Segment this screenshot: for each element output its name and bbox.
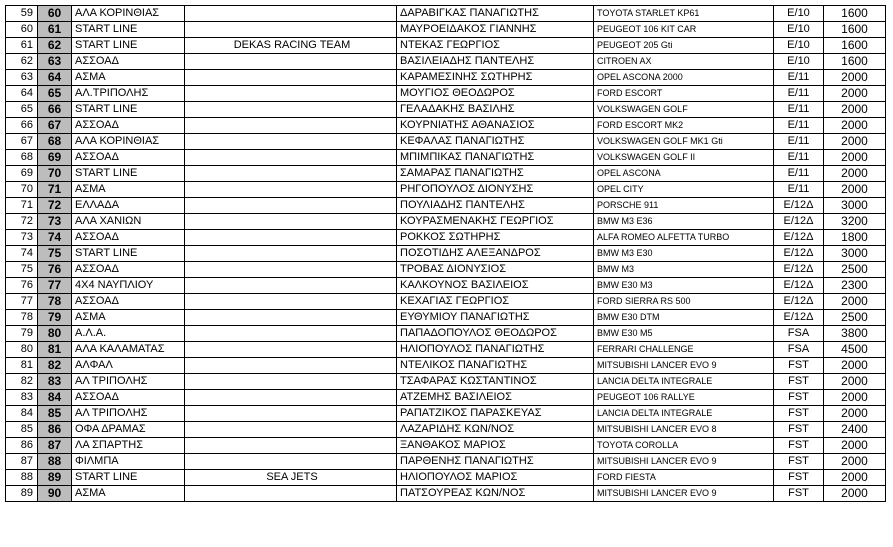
driver-cell: ΡΗΓΟΠΟΥΛΟΣ ΔΙΟΝΥΣΗΣ: [397, 182, 594, 198]
engine-cc-cell: 2000: [824, 118, 886, 134]
club-cell: ΑΣΣΟΑΔ: [72, 230, 185, 246]
race-number-cell: 78: [38, 294, 72, 310]
position-cell: 82: [6, 374, 38, 390]
position-cell: 59: [6, 6, 38, 22]
class-cell: FST: [774, 358, 824, 374]
table-row: [6, 54, 886, 70]
driver-cell: ΠΟΥΛΙΑΔΗΣ ΠΑΝΤΕΛΗΣ: [397, 198, 594, 214]
engine-cc-cell: 3200: [824, 214, 886, 230]
engine-cc-cell: 2000: [824, 438, 886, 454]
position-cell: 73: [6, 230, 38, 246]
table-row: [6, 470, 886, 486]
table-row: [6, 102, 886, 118]
car-cell: BMW M3: [594, 262, 774, 278]
driver-cell: ΠΑΤΣΟΥΡΕΑΣ ΚΩΝ/ΝΟΣ: [397, 486, 594, 502]
driver-cell: ΚΑΡΑΜΕΣΙΝΗΣ ΣΩΤΗΡΗΣ: [397, 70, 594, 86]
class-cell: E/12Δ: [774, 214, 824, 230]
class-cell: E/12Δ: [774, 262, 824, 278]
team-cell: [185, 54, 397, 70]
engine-cc-cell: 2000: [824, 294, 886, 310]
car-cell: BMW M3 E30: [594, 246, 774, 262]
table-row: [6, 342, 886, 358]
table-row: [6, 262, 886, 278]
position-cell: 81: [6, 358, 38, 374]
table-row: [6, 134, 886, 150]
driver-cell: ΤΡΟΒΑΣ ΔΙΟΝΥΣΙΟΣ: [397, 262, 594, 278]
position-cell: 89: [6, 486, 38, 502]
position-cell: 78: [6, 310, 38, 326]
class-cell: E/11: [774, 86, 824, 102]
driver-cell: ΛΑΖΑΡΙΔΗΣ ΚΩΝ/ΝΟΣ: [397, 422, 594, 438]
team-cell: [185, 86, 397, 102]
engine-cc-cell: 2000: [824, 454, 886, 470]
class-cell: FSA: [774, 326, 824, 342]
race-number-cell: 65: [38, 86, 72, 102]
car-cell: BMW E30 M5: [594, 326, 774, 342]
club-cell: START LINE: [72, 470, 185, 486]
race-number-cell: 89: [38, 470, 72, 486]
engine-cc-cell: 2500: [824, 310, 886, 326]
engine-cc-cell: 2500: [824, 262, 886, 278]
race-number-cell: 76: [38, 262, 72, 278]
driver-cell: ΡΑΠΑΤΖΙΚΟΣ ΠΑΡΑΣΚΕΥΑΣ: [397, 406, 594, 422]
table-row: [6, 374, 886, 390]
club-cell: START LINE: [72, 22, 185, 38]
position-cell: 64: [6, 86, 38, 102]
team-cell: [185, 310, 397, 326]
team-cell: [185, 102, 397, 118]
race-number-cell: 73: [38, 214, 72, 230]
driver-cell: ΠΑΠΑΔΟΠΟΥΛΟΣ ΘΕΟΔΩΡΟΣ: [397, 326, 594, 342]
position-cell: 65: [6, 102, 38, 118]
race-number-cell: 81: [38, 342, 72, 358]
team-cell: [185, 230, 397, 246]
table-row: [6, 150, 886, 166]
team-cell: [185, 166, 397, 182]
table-row: [6, 390, 886, 406]
position-cell: 84: [6, 406, 38, 422]
team-cell: [185, 294, 397, 310]
position-cell: 88: [6, 470, 38, 486]
club-cell: START LINE: [72, 246, 185, 262]
driver-cell: ΝΤΕΛΙΚΟΣ ΠΑΝΑΓΙΩΤΗΣ: [397, 358, 594, 374]
race-number-cell: 67: [38, 118, 72, 134]
class-cell: E/11: [774, 182, 824, 198]
race-number-cell: 66: [38, 102, 72, 118]
table-row: [6, 118, 886, 134]
driver-cell: ΡΟΚΚΟΣ ΣΩΤΗΡΗΣ: [397, 230, 594, 246]
position-cell: 63: [6, 70, 38, 86]
team-cell: [185, 342, 397, 358]
table-row: [6, 454, 886, 470]
table-row: [6, 358, 886, 374]
club-cell: ΑΛ ΤΡΙΠΟΛΗΣ: [72, 374, 185, 390]
table-row: [6, 294, 886, 310]
club-cell: ΑΣΣΟΑΔ: [72, 150, 185, 166]
team-cell: [185, 262, 397, 278]
position-cell: 77: [6, 294, 38, 310]
club-cell: ΑΣΣΟΑΔ: [72, 262, 185, 278]
table-row: [6, 422, 886, 438]
engine-cc-cell: 2000: [824, 374, 886, 390]
driver-cell: ΕΥΘΥΜΙΟΥ ΠΑΝΑΓΙΩΤΗΣ: [397, 310, 594, 326]
car-cell: FERRARI CHALLENGE: [594, 342, 774, 358]
class-cell: E/11: [774, 150, 824, 166]
team-cell: [185, 406, 397, 422]
engine-cc-cell: 2000: [824, 406, 886, 422]
club-cell: START LINE: [72, 166, 185, 182]
position-cell: 86: [6, 438, 38, 454]
class-cell: E/12Δ: [774, 294, 824, 310]
position-cell: 60: [6, 22, 38, 38]
team-cell: [185, 278, 397, 294]
race-number-cell: 90: [38, 486, 72, 502]
club-cell: 4Χ4 ΝΑΥΠΛΙΟΥ: [72, 278, 185, 294]
club-cell: ΑΛΑ ΧΑΝΙΩΝ: [72, 214, 185, 230]
driver-cell: ΣΑΜΑΡΑΣ ΠΑΝΑΓΙΩΤΗΣ: [397, 166, 594, 182]
driver-cell: ΠΟΣΟΤΙΔΗΣ ΑΛΕΞΑΝΔΡΟΣ: [397, 246, 594, 262]
class-cell: E/12Δ: [774, 230, 824, 246]
race-number-cell: 84: [38, 390, 72, 406]
engine-cc-cell: 3800: [824, 326, 886, 342]
club-cell: ΑΣΣΟΑΔ: [72, 118, 185, 134]
team-cell: [185, 118, 397, 134]
class-cell: E/10: [774, 54, 824, 70]
table-row: [6, 406, 886, 422]
club-cell: ΑΛΦΑΛ: [72, 358, 185, 374]
position-cell: 80: [6, 342, 38, 358]
position-cell: 68: [6, 150, 38, 166]
car-cell: VOLKSWAGEN GOLF MK1 Gti: [594, 134, 774, 150]
driver-cell: ΗΛΙΟΠΟΥΛΟΣ ΠΑΝΑΓΙΩΤΗΣ: [397, 342, 594, 358]
class-cell: E/11: [774, 118, 824, 134]
team-cell: [185, 454, 397, 470]
team-cell: [185, 246, 397, 262]
team-cell: [185, 214, 397, 230]
class-cell: E/10: [774, 22, 824, 38]
race-number-cell: 79: [38, 310, 72, 326]
club-cell: ΕΛΛΑΔΑ: [72, 198, 185, 214]
position-cell: 70: [6, 182, 38, 198]
position-cell: 71: [6, 198, 38, 214]
driver-cell: ΚΟΥΡΑΣΜΕΝΑΚΗΣ ΓΕΩΡΓΙΟΣ: [397, 214, 594, 230]
driver-cell: ΞΑΝΘΑΚΟΣ ΜΑΡΙΟΣ: [397, 438, 594, 454]
position-cell: 62: [6, 54, 38, 70]
engine-cc-cell: 2000: [824, 358, 886, 374]
position-cell: 74: [6, 246, 38, 262]
race-number-cell: 60: [38, 6, 72, 22]
position-cell: 85: [6, 422, 38, 438]
class-cell: E/10: [774, 38, 824, 54]
driver-cell: ΜΑΥΡΟΕΙΔΑΚΟΣ ΓΙΑΝΝΗΣ: [397, 22, 594, 38]
car-cell: PEUGEOT 106 RALLYE: [594, 390, 774, 406]
club-cell: ΟΦΑ ΔΡΑΜΑΣ: [72, 422, 185, 438]
race-number-cell: 64: [38, 70, 72, 86]
race-number-cell: 72: [38, 198, 72, 214]
engine-cc-cell: 2000: [824, 486, 886, 502]
table-row: [6, 310, 886, 326]
club-cell: ΑΛ.ΤΡΙΠΟΛΗΣ: [72, 86, 185, 102]
car-cell: TOYOTA STARLET KP61: [594, 6, 774, 22]
race-number-cell: 70: [38, 166, 72, 182]
entry-list-table: [5, 5, 886, 502]
engine-cc-cell: 1600: [824, 22, 886, 38]
team-cell: [185, 486, 397, 502]
class-cell: E/11: [774, 134, 824, 150]
race-number-cell: 87: [38, 438, 72, 454]
engine-cc-cell: 1600: [824, 38, 886, 54]
table-row: [6, 326, 886, 342]
car-cell: ALFA ROMEO ALFETTA TURBO: [594, 230, 774, 246]
class-cell: FSA: [774, 342, 824, 358]
engine-cc-cell: 3000: [824, 198, 886, 214]
table-row: [6, 486, 886, 502]
race-number-cell: 82: [38, 358, 72, 374]
club-cell: ΑΛ ΤΡΙΠΟΛΗΣ: [72, 406, 185, 422]
engine-cc-cell: 2000: [824, 166, 886, 182]
team-cell: SEA JETS: [185, 470, 397, 486]
class-cell: E/11: [774, 102, 824, 118]
position-cell: 79: [6, 326, 38, 342]
engine-cc-cell: 3000: [824, 246, 886, 262]
table-row: [6, 166, 886, 182]
engine-cc-cell: 2300: [824, 278, 886, 294]
car-cell: TOYOTA COROLLA: [594, 438, 774, 454]
club-cell: START LINE: [72, 38, 185, 54]
team-cell: [185, 390, 397, 406]
club-cell: START LINE: [72, 102, 185, 118]
team-cell: [185, 326, 397, 342]
table-row: [6, 182, 886, 198]
table-row: [6, 230, 886, 246]
driver-cell: ΗΛΙΟΠΟΥΛΟΣ ΜΑΡΙΟΣ: [397, 470, 594, 486]
club-cell: ΑΣΜΑ: [72, 310, 185, 326]
position-cell: 87: [6, 454, 38, 470]
class-cell: FST: [774, 406, 824, 422]
club-cell: ΦΙΛΜΠΑ: [72, 454, 185, 470]
driver-cell: ΑΤΖΕΜΗΣ ΒΑΣΙΛΕΙΟΣ: [397, 390, 594, 406]
club-cell: ΑΣΜΑ: [72, 486, 185, 502]
table-row: [6, 22, 886, 38]
car-cell: OPEL ASCONA 2000: [594, 70, 774, 86]
car-cell: OPEL ASCONA: [594, 166, 774, 182]
driver-cell: ΜΠΙΜΠΙΚΑΣ ΠΑΝΑΓΙΩΤΗΣ: [397, 150, 594, 166]
car-cell: MITSUBISHI LANCER EVO 9: [594, 486, 774, 502]
car-cell: OPEL CITY: [594, 182, 774, 198]
position-cell: 61: [6, 38, 38, 54]
race-number-cell: 80: [38, 326, 72, 342]
team-cell: [185, 358, 397, 374]
car-cell: LANCIA DELTA INTEGRALE: [594, 374, 774, 390]
team-cell: DEKAS RACING TEAM: [185, 38, 397, 54]
race-number-cell: 77: [38, 278, 72, 294]
engine-cc-cell: 2000: [824, 182, 886, 198]
table-row: [6, 6, 886, 22]
position-cell: 66: [6, 118, 38, 134]
race-number-cell: 85: [38, 406, 72, 422]
team-cell: [185, 22, 397, 38]
club-cell: ΑΛΑ ΚΟΡΙΝΘΙΑΣ: [72, 6, 185, 22]
class-cell: E/12Δ: [774, 198, 824, 214]
team-cell: [185, 150, 397, 166]
club-cell: ΛΑ ΣΠΑΡΤΗΣ: [72, 438, 185, 454]
table-row: [6, 70, 886, 86]
car-cell: LANCIA DELTA INTEGRALE: [594, 406, 774, 422]
team-cell: [185, 438, 397, 454]
engine-cc-cell: 1600: [824, 6, 886, 22]
team-cell: [185, 6, 397, 22]
driver-cell: ΔΑΡΑΒΙΓΚΑΣ ΠΑΝΑΓΙΩΤΗΣ: [397, 6, 594, 22]
car-cell: VOLKSWAGEN GOLF: [594, 102, 774, 118]
engine-cc-cell: 2000: [824, 70, 886, 86]
car-cell: BMW E30 M3: [594, 278, 774, 294]
position-cell: 69: [6, 166, 38, 182]
team-cell: [185, 70, 397, 86]
car-cell: FORD SIERRA RS 500: [594, 294, 774, 310]
car-cell: BMW E30 DTM: [594, 310, 774, 326]
club-cell: ΑΣΣΟΑΔ: [72, 294, 185, 310]
club-cell: Α.Λ.Α.: [72, 326, 185, 342]
team-cell: [185, 374, 397, 390]
table-row: [6, 86, 886, 102]
engine-cc-cell: 4500: [824, 342, 886, 358]
club-cell: ΑΛΑ ΚΟΡΙΝΘΙΑΣ: [72, 134, 185, 150]
race-number-cell: 83: [38, 374, 72, 390]
team-cell: [185, 422, 397, 438]
race-number-cell: 61: [38, 22, 72, 38]
race-number-cell: 71: [38, 182, 72, 198]
team-cell: [185, 134, 397, 150]
race-number-cell: 63: [38, 54, 72, 70]
position-cell: 72: [6, 214, 38, 230]
car-cell: CITROEN AX: [594, 54, 774, 70]
engine-cc-cell: 1800: [824, 230, 886, 246]
club-cell: ΑΛΑ ΚΑΛΑΜΑΤΑΣ: [72, 342, 185, 358]
engine-cc-cell: 2000: [824, 134, 886, 150]
table-row: [6, 198, 886, 214]
driver-cell: ΚΕΧΑΓΙΑΣ ΓΕΩΡΓΙΟΣ: [397, 294, 594, 310]
table-row: [6, 278, 886, 294]
engine-cc-cell: 2000: [824, 102, 886, 118]
position-cell: 76: [6, 278, 38, 294]
driver-cell: ΒΑΣΙΛΕΙΑΔΗΣ ΠΑΝΤΕΛΗΣ: [397, 54, 594, 70]
car-cell: BMW M3 E36: [594, 214, 774, 230]
engine-cc-cell: 2000: [824, 470, 886, 486]
team-cell: [185, 198, 397, 214]
class-cell: E/12Δ: [774, 310, 824, 326]
race-number-cell: 69: [38, 150, 72, 166]
class-cell: FST: [774, 374, 824, 390]
race-number-cell: 75: [38, 246, 72, 262]
car-cell: FORD FIESTA: [594, 470, 774, 486]
driver-cell: ΓΕΛΑΔΑΚΗΣ ΒΑΣΙΛΗΣ: [397, 102, 594, 118]
car-cell: MITSUBISHI LANCER EVO 9: [594, 454, 774, 470]
club-cell: ΑΣΣΟΑΔ: [72, 390, 185, 406]
table-row: [6, 246, 886, 262]
class-cell: E/10: [774, 6, 824, 22]
class-cell: FST: [774, 486, 824, 502]
driver-cell: ΚΑΛΚΟΥΝΟΣ ΒΑΣΙΛΕΙΟΣ: [397, 278, 594, 294]
table-row: [6, 38, 886, 54]
driver-cell: ΝΤΕΚΑΣ ΓΕΩΡΓΙΟΣ: [397, 38, 594, 54]
team-cell: [185, 182, 397, 198]
class-cell: E/11: [774, 166, 824, 182]
driver-cell: ΚΟΥΡΝΙΑΤΗΣ ΑΘΑΝΑΣΙΟΣ: [397, 118, 594, 134]
club-cell: ΑΣΜΑ: [72, 70, 185, 86]
position-cell: 75: [6, 262, 38, 278]
driver-cell: ΠΑΡΘΕΝΗΣ ΠΑΝΑΓΙΩΤΗΣ: [397, 454, 594, 470]
position-cell: 83: [6, 390, 38, 406]
race-number-cell: 86: [38, 422, 72, 438]
car-cell: FORD ESCORT: [594, 86, 774, 102]
class-cell: FST: [774, 454, 824, 470]
engine-cc-cell: 2000: [824, 86, 886, 102]
race-number-cell: 68: [38, 134, 72, 150]
class-cell: FST: [774, 390, 824, 406]
class-cell: FST: [774, 470, 824, 486]
driver-cell: ΤΣΑΦΑΡΑΣ ΚΩΣΤΑΝΤΙΝΟΣ: [397, 374, 594, 390]
position-cell: 67: [6, 134, 38, 150]
class-cell: FST: [774, 438, 824, 454]
class-cell: E/12Δ: [774, 278, 824, 294]
club-cell: ΑΣΜΑ: [72, 182, 185, 198]
car-cell: PEUGEOT 106 KIT CAR: [594, 22, 774, 38]
car-cell: PEUGEOT 205 Gti: [594, 38, 774, 54]
driver-cell: ΜΟΥΓΙΟΣ ΘΕΟΔΩΡΟΣ: [397, 86, 594, 102]
engine-cc-cell: 1600: [824, 54, 886, 70]
class-cell: E/11: [774, 70, 824, 86]
car-cell: VOLKSWAGEN GOLF II: [594, 150, 774, 166]
engine-cc-cell: 2000: [824, 150, 886, 166]
table-row: [6, 438, 886, 454]
class-cell: E/12Δ: [774, 246, 824, 262]
club-cell: ΑΣΣΟΑΔ: [72, 54, 185, 70]
driver-cell: ΚΕΦΑΛΑΣ ΠΑΝΑΓΙΩΤΗΣ: [397, 134, 594, 150]
car-cell: MITSUBISHI LANCER EVO 8: [594, 422, 774, 438]
car-cell: MITSUBISHI LANCER EVO 9: [594, 358, 774, 374]
race-number-cell: 62: [38, 38, 72, 54]
engine-cc-cell: 2000: [824, 390, 886, 406]
engine-cc-cell: 2400: [824, 422, 886, 438]
race-number-cell: 88: [38, 454, 72, 470]
table-row: [6, 214, 886, 230]
car-cell: PORSCHE 911: [594, 198, 774, 214]
car-cell: FORD ESCORT MK2: [594, 118, 774, 134]
class-cell: FST: [774, 422, 824, 438]
race-number-cell: 74: [38, 230, 72, 246]
